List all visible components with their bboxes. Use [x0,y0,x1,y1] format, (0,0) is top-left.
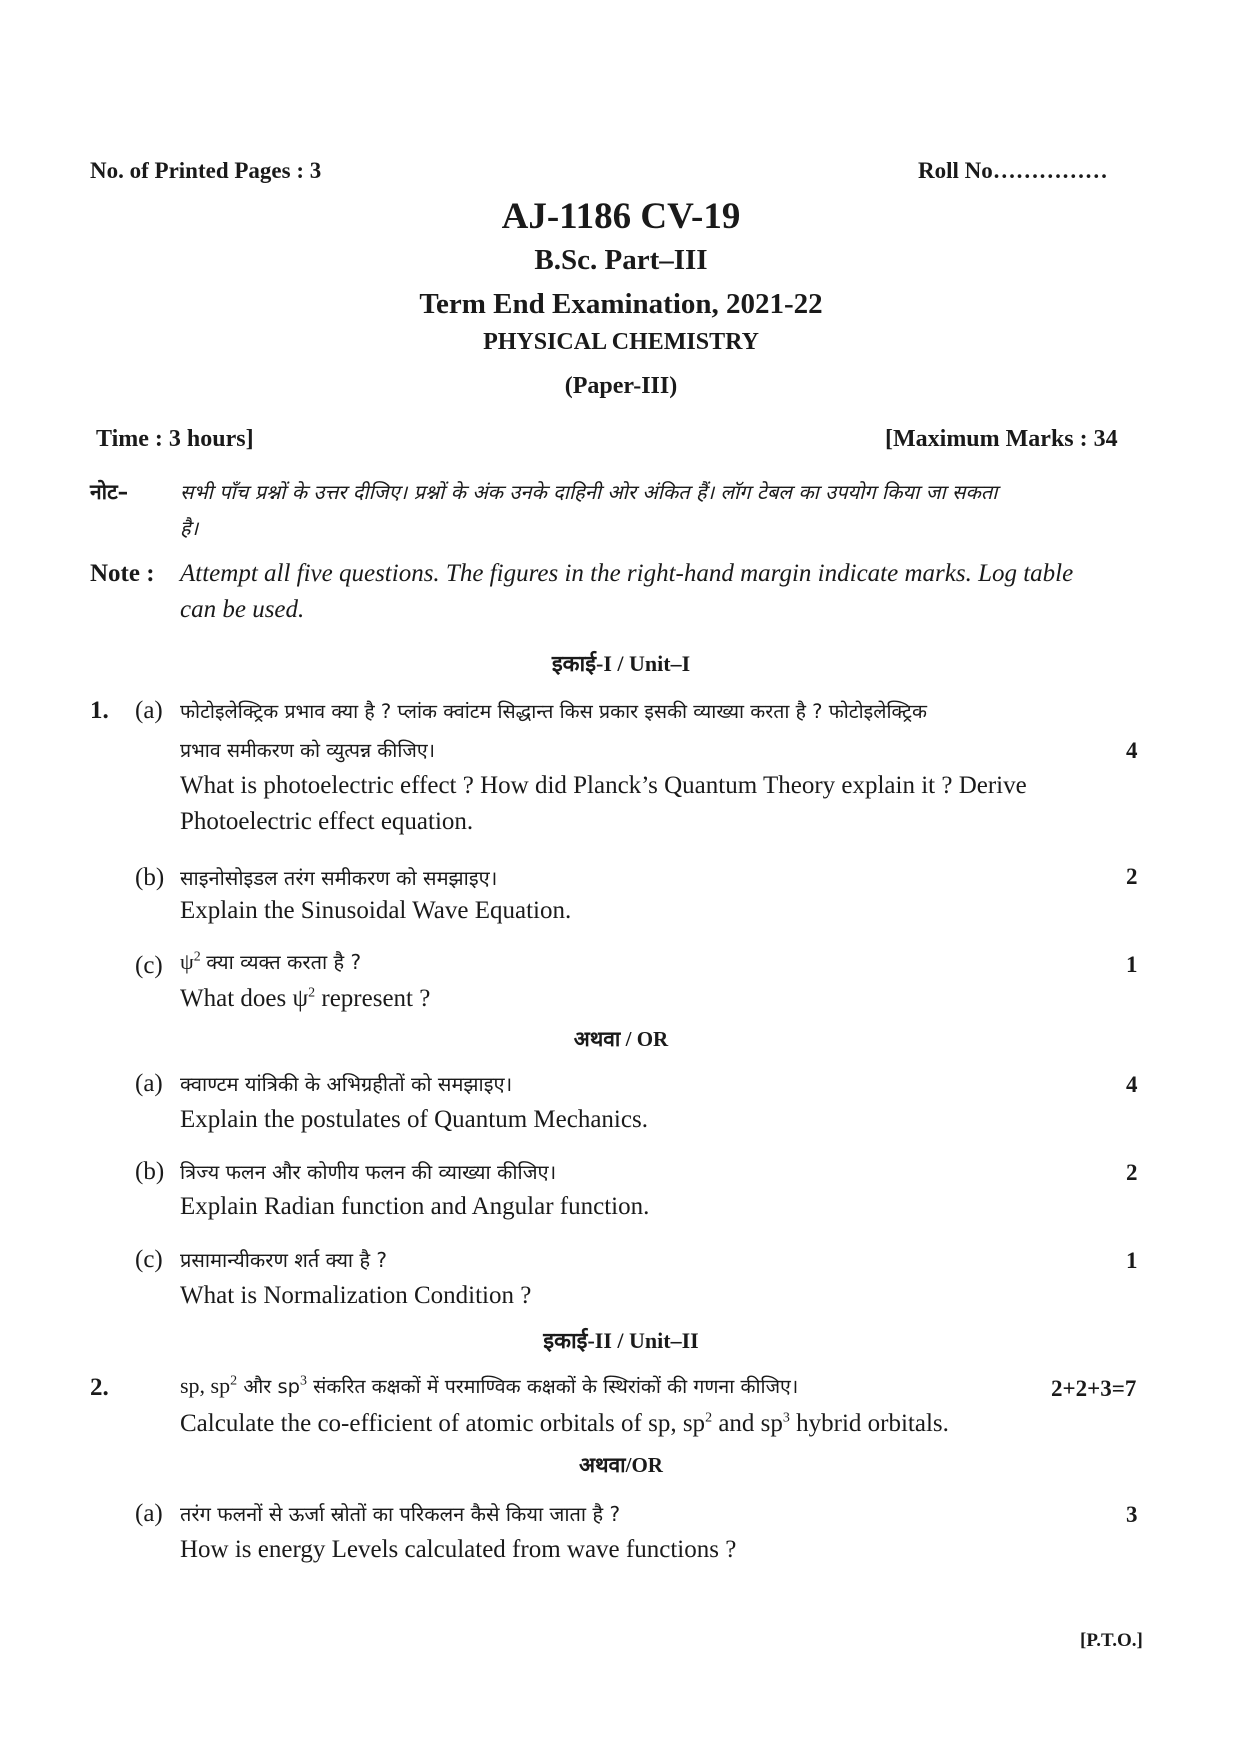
roll-no: Roll No…………… [918,158,1108,183]
q1-or-a-label: (a) [135,1070,163,1097]
note-hi-label: नोट– [90,480,129,504]
printed-pages: No. of Printed Pages : 3 [90,158,322,183]
q1-or-b-marks: 2 [1126,1160,1138,1185]
paper-code: AJ-1186 CV-19 [501,196,741,237]
q2-en-sup1: 2 [705,1410,713,1426]
q2-en-part2: and sp [712,1410,783,1437]
psi-symbol: ψ [180,949,194,974]
question-number-1: 1. [90,697,109,724]
question-number-2: 2. [90,1374,109,1401]
note-en-text: Attempt all five questions. The figures in the right-hand margin indicate marks. Log table [180,560,1074,587]
q1a-marks: 4 [1126,738,1138,763]
q1b-hi-text: साइनोसोइडल तरंग समीकरण को समझाइए। [180,866,498,890]
q1-or-b-label: (b) [135,1158,165,1185]
q2-or-a-en-text: How is energy Levels calculated from wave functions ? [180,1536,737,1563]
q2-or-a-marks: 3 [1126,1502,1138,1527]
note-hi-text: सभी पाँच प्रश्नों के उत्तर दीजिए। प्रश्नों के अंक उनके दाहिनी ओर अंकित हैं। लॉग टेबल का उपयोग किया जा सकता [180,480,998,504]
unit-2-heading: इकाई-II / Unit–II [543,1328,699,1353]
note-hi-text-cont: है। [180,516,199,540]
q1a-hi-text-cont: प्रभाव समीकरण को व्युत्पन्न कीजिए। [180,739,436,762]
q1a-hi-text: फोटोइलेक्ट्रिक प्रभाव क्या है ? प्लांक क्वांटम सिद्धान्त किस प्रकार इसकी व्याख्या करता है ? फोटोइलेक्ट्रिक [180,700,927,723]
paper-number: (Paper-III) [564,373,678,399]
q1-or-a-hi-text: क्वाण्टम यांत्रिकी के अभिग्रहीतों को समझाइए। [180,1072,513,1096]
q2-en-sup2: 3 [782,1410,790,1426]
q1c-en-superscript: 2 [308,985,316,1001]
subject-title: PHYSICAL CHEMISTRY [483,329,759,355]
q1b-en-text: Explain the Sinusoidal Wave Equation. [180,897,572,924]
q1-or-a-en-text: Explain the postulates of Quantum Mechanics. [180,1106,648,1133]
pto-marker: [P.T.O.] [1080,1630,1143,1651]
time-allowed: Time : 3 hours] [96,426,254,452]
q1b-label: (b) [135,864,165,891]
q1-or-c-label: (c) [135,1246,163,1273]
q1c-hi-text: क्या व्यक्त करता है ? [206,950,362,974]
q1-or-c-marks: 1 [1126,1248,1138,1273]
q2-hi-sup1: 2 [230,1373,238,1389]
q2-or-a-label: (a) [135,1500,163,1527]
q1b-marks: 2 [1126,864,1138,889]
q2-or-a-hi-text: तरंग फलनों से ऊर्जा स्रोतों का परिकलन कैसे किया जाता है ? [180,1502,621,1526]
q1c-en-post: represent ? [315,985,431,1012]
q1-or-b-hi-text: त्रिज्य फलन और कोणीय फलन की व्याख्या कीजिए। [180,1160,557,1184]
q1-or-c-en-text: What is Normalization Condition ? [180,1282,532,1309]
maximum-marks: [Maximum Marks : 34 [885,426,1118,452]
q2-en-text [180,1410,949,1438]
q2-hi-part1: sp, sp [180,1373,231,1398]
q1c-marks: 1 [1126,952,1138,977]
q1a-en-text: What is photoelectric effect ? How did Planck’s Quantum Theory explain it ? Derive [180,772,1027,799]
exam-title: Term End Examination, 2021-22 [419,288,823,320]
q2-marks: 2+2+3=7 [1051,1376,1137,1401]
unit-1-or: अथवा / OR [573,1027,669,1051]
q1c-superscript: 2 [193,949,201,965]
q1-or-c-hi-text: प्रसामान्यीकरण शर्त क्या है ? [180,1248,388,1272]
q1c-label: (c) [135,952,163,979]
unit-2-or: अथवा/OR [579,1453,663,1477]
unit-1-heading: इकाई-I / Unit–I [551,651,691,676]
q2-hi-text [180,1372,798,1399]
q1-or-a-marks: 4 [1126,1072,1138,1097]
note-en-label: Note : [90,560,155,587]
q2-hi-part2: और sp [237,1375,300,1398]
q2-hi-part3: संकरित कक्षकों में परमाण्विक कक्षकों के स्थिरांकों की गणना कीजिए। [306,1375,799,1398]
course-title: B.Sc. Part–III [534,244,708,276]
q1c-en-pre: What does ψ [180,985,309,1012]
q1a-label: (a) [135,697,163,724]
q2-en-part3: hybrid orbitals. [789,1410,949,1437]
q2-en-part1: Calculate the co-efficient of atomic orbitals of sp, sp [180,1410,706,1437]
q1c-en-text [180,985,430,1013]
note-en-text-cont: can be used. [180,596,305,623]
q1c-hi-line [180,948,361,975]
q1a-en-text-cont: Photoelectric effect equation. [180,808,474,835]
q1-or-b-en-text: Explain Radian function and Angular function. [180,1193,650,1220]
q2-hi-sup2: 3 [299,1373,307,1389]
